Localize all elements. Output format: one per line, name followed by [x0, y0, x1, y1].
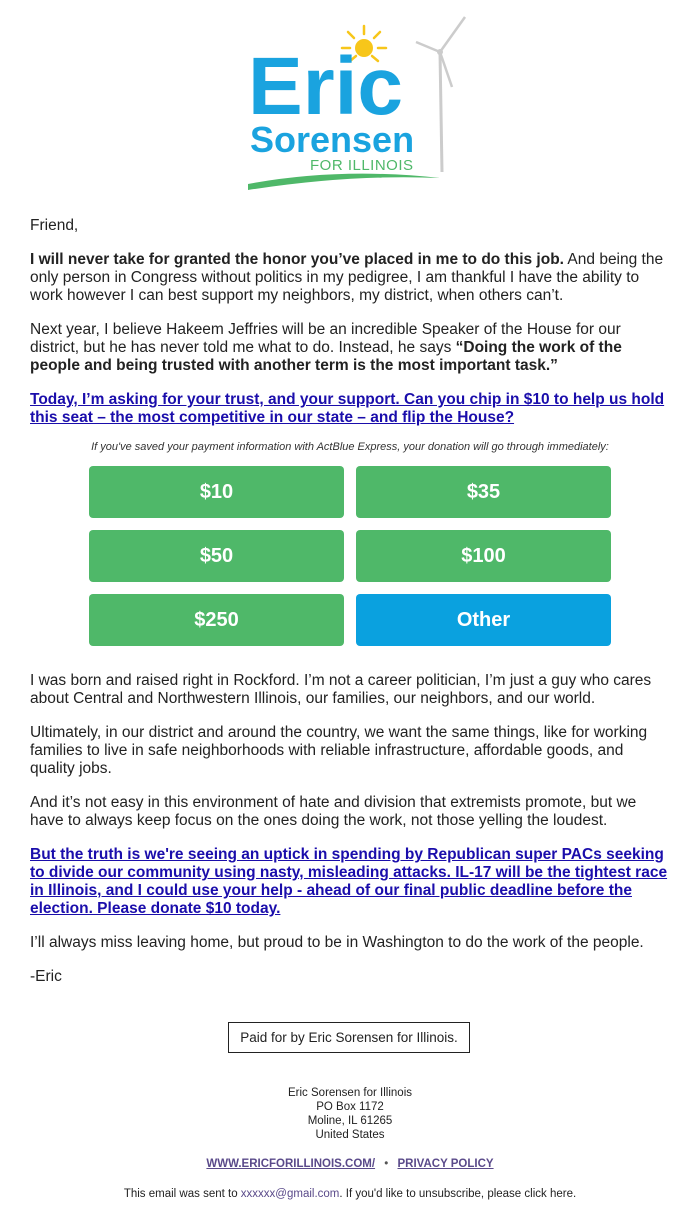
jeffries-quote: “Doing the work of the people and being trusted with another term is the most important task.”: [30, 339, 622, 374]
paragraph-jeffries: [30, 321, 672, 375]
logo-swoosh: [248, 174, 440, 190]
donate-link-trust-block: [30, 391, 672, 427]
paragraph-home: I’ll always miss leaving home, but proud to be in Washington to do the work of the people.: [30, 934, 644, 951]
donate-link-trust[interactable]: Today, I’m asking for your trust, and your support. Can you chip in $10 to help us hold this seat – the most competitive in our state – and flip the House?: [30, 391, 665, 426]
unsubscribe-prefix: This email was sent to: [123, 1188, 241, 1200]
logo-name-large: Eric: [248, 41, 403, 132]
donate-250-button[interactable]: $250: [89, 594, 344, 646]
paragraph-honor: [30, 251, 672, 305]
actblue-express-note: If you've saved your payment information with ActBlue Express, your donation will go through immediately:: [91, 441, 609, 453]
honor-bold: I will never take for granted the honor you’ve placed in me to do this job.: [30, 251, 564, 268]
logo-tagline: FOR ILLINOIS: [310, 157, 414, 174]
donate-link-super-pacs[interactable]: But the truth is we're seeing an uptick in spending by Republican super PACs seeking to divide our community using nasty, misleading attacks. IL-17 will be the tightest race in Illinois, and I could use your help - ahead of our final public deadline before the election. Please donate $10 today.: [30, 846, 668, 917]
donate-link-super-pacs-block: [30, 846, 672, 918]
paragraph-rockford: I was born and raised right in Rockford. I’m not a career politician, I’m just a guy who cares about Central and Northwestern Illinois, our families, our neighbors, and our world.: [30, 672, 652, 707]
honor-rest: And being the only person in Congress without politics in my pedigree, I am thankful I have the ability to work however I can best support my neighbors, my district, when others can’t.: [30, 251, 664, 304]
mailing-address: [0, 1086, 700, 1142]
jeffries-text: Next year, I believe Hakeem Jeffries will be an incredible Speaker of the House for our district, but he has never told me what to do. Instead, he says: [30, 321, 621, 356]
donate-35-button[interactable]: $35: [356, 466, 611, 518]
paragraph-district: Ultimately, in our district and around the country, we want the same things, like for working families to live in safe neighborhoods with reliable infrastructure, affordable goods, and quality jobs.: [30, 724, 648, 777]
donate-10-button[interactable]: $10: [89, 466, 344, 518]
footer-separator: •: [384, 1158, 389, 1170]
address-line-4: United States: [315, 1129, 385, 1141]
unsubscribe-notice: [0, 1188, 700, 1200]
website-link[interactable]: WWW.ERICFORILLINOIS.COM/: [206, 1158, 376, 1170]
address-line-3: Moline, IL 61265: [307, 1115, 393, 1127]
address-line-2: PO Box 1172: [316, 1101, 384, 1113]
wind-turbine-icon: [416, 17, 465, 172]
signoff: -Eric: [30, 968, 62, 985]
donate-100-button[interactable]: $100: [356, 530, 611, 582]
paragraph-environment: And it’s not easy in this environment of hate and division that extremists promote, but we have to always keep focus on the ones doing the work, not those yelling the loudest.: [30, 794, 637, 829]
paid-for-disclaimer: Paid for by Eric Sorensen for Illinois.: [228, 1022, 470, 1053]
address-line-1: Eric Sorensen for Illinois: [288, 1087, 412, 1099]
footer-links: [0, 1158, 700, 1170]
campaign-logo: [240, 12, 470, 192]
donate-50-button[interactable]: $50: [89, 530, 344, 582]
privacy-policy-link[interactable]: PRIVACY POLICY: [397, 1158, 494, 1170]
recipient-email[interactable]: xxxxxx@gmail.com: [240, 1188, 340, 1200]
greeting: Friend,: [30, 217, 79, 234]
logo-surname: Sorensen: [250, 119, 415, 160]
donate-other-button[interactable]: Other: [356, 594, 611, 646]
unsubscribe-suffix[interactable]: . If you'd like to unsubscribe, please click here.: [339, 1188, 577, 1200]
